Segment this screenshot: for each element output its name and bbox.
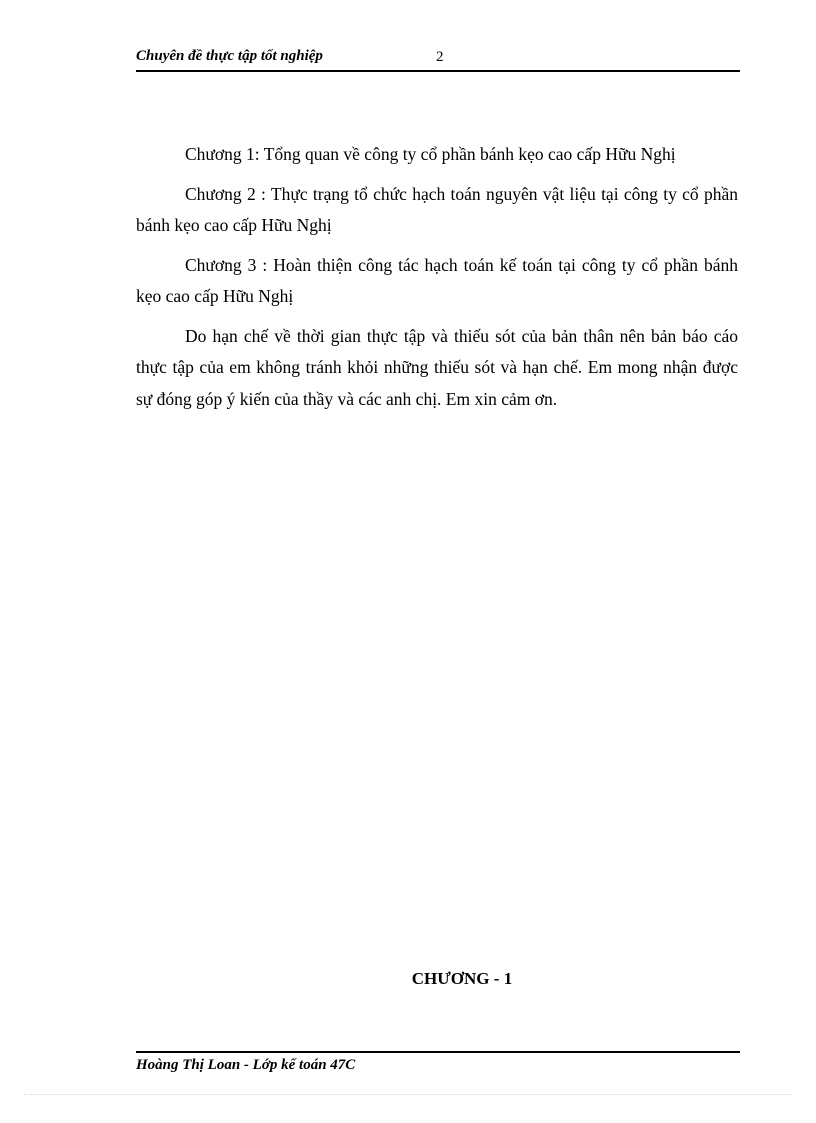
- page-bottom-divider: [24, 1094, 792, 1095]
- paragraph-chapter-2: Chương 2 : Thực trạng tổ chức hạch toán nguyên vật liệu tại công ty cổ phần bánh kẹo cao cấp Hữu Nghị: [136, 183, 738, 235]
- document-body: [136, 139, 738, 423]
- paragraph-chapter-1: Chương 1: Tổng quan về công ty cổ phần bánh kẹo cao cấp Hữu Nghị: [185, 144, 676, 164]
- paragraph-closing: Do hạn chế về thời gian thực tập và thiếu sót của bản thân nên bản báo cáo thực tập của em không tránh khỏi những thiếu sót và hạn chế. Em mong nhận được sự đóng góp ý kiến của thầy và các anh chị. Em xin cảm ơn.: [136, 325, 738, 409]
- paragraph-chapter-3: Chương 3 : Hoàn thiện công tác hạch toán kế toán tại công ty cổ phần bánh kẹo cao cấp Hữu Nghị: [136, 254, 738, 306]
- page-number: 2: [436, 49, 444, 65]
- footer-text: Hoàng Thị Loan - Lớp kế toán 47C: [136, 1057, 356, 1073]
- header-title: Chuyên đề thực tập tốt nghiệp: [136, 48, 323, 64]
- page-footer: [136, 1051, 740, 1073]
- chapter-heading: CHƯƠNG - 1: [411, 969, 513, 988]
- page-header: [136, 48, 740, 72]
